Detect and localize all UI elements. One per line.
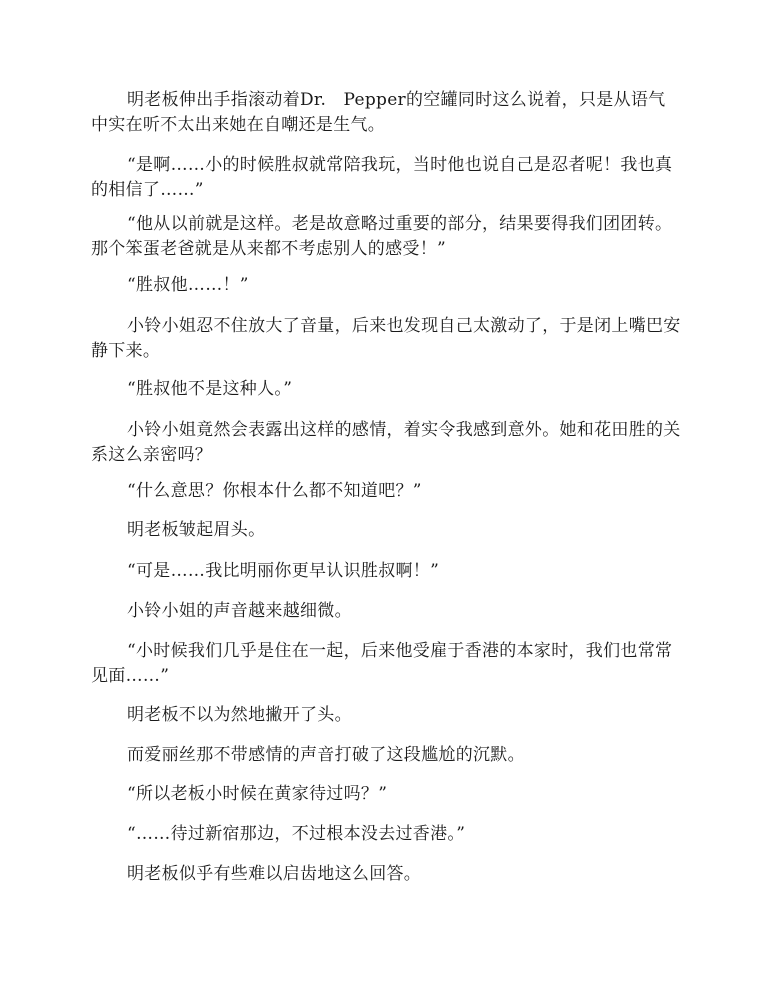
paragraph: “是啊……小的时候胜叔就常陪我玩，当时他也说自己是忍者呢！我也真的相信了……” [91,155,673,200]
paragraph: 明老板皱起眉头。 [127,520,266,540]
paragraph: 而爱丽丝那不带感情的声音打破了这段尴尬的沉默。 [127,745,525,765]
paragraph: 明老板伸出手指滚动着Dr. Pepper的空罐同时这么说着，只是从语气中实在听不太出来她在自嘲还是生气。 [91,90,666,135]
paragraph: “所以老板小时候在黄家待过吗？” [127,784,388,804]
paragraph: 小铃小姐竟然会表露出这样的感情，着实令我感到意外。她和花田胜的关系这么亲密吗？ [91,420,681,465]
paragraph: 明老板不以为然地撇开了头。 [127,705,352,725]
paragraph: 小铃小姐忍不住放大了音量，后来也发现自己太激动了，于是闭上嘴巴安静下来。 [91,316,681,361]
paragraph: “什么意思？你根本什么都不知道吧？” [127,481,422,501]
paragraph: “胜叔他……！” [127,275,249,295]
paragraph: “小时候我们几乎是住在一起，后来他受雇于香港的本家时，我们也常常见面……” [91,641,673,686]
paragraph: “……待过新宿那边，不过根本没去过香港。” [127,824,466,844]
paragraph: “他从以前就是这样。老是故意略过重要的部分，结果要得我们团团转。那个笨蛋老爸就是从来都不考虑别人的感受！” [91,214,673,259]
paragraph: “可是……我比明丽你更早认识胜叔啊！” [127,561,440,581]
paragraph: 明老板似乎有些难以启齿地这么回答。 [127,864,422,884]
paragraph: “胜叔他不是这种人。” [127,379,293,399]
paragraph: 小铃小姐的声音越来越细微。 [127,601,352,621]
